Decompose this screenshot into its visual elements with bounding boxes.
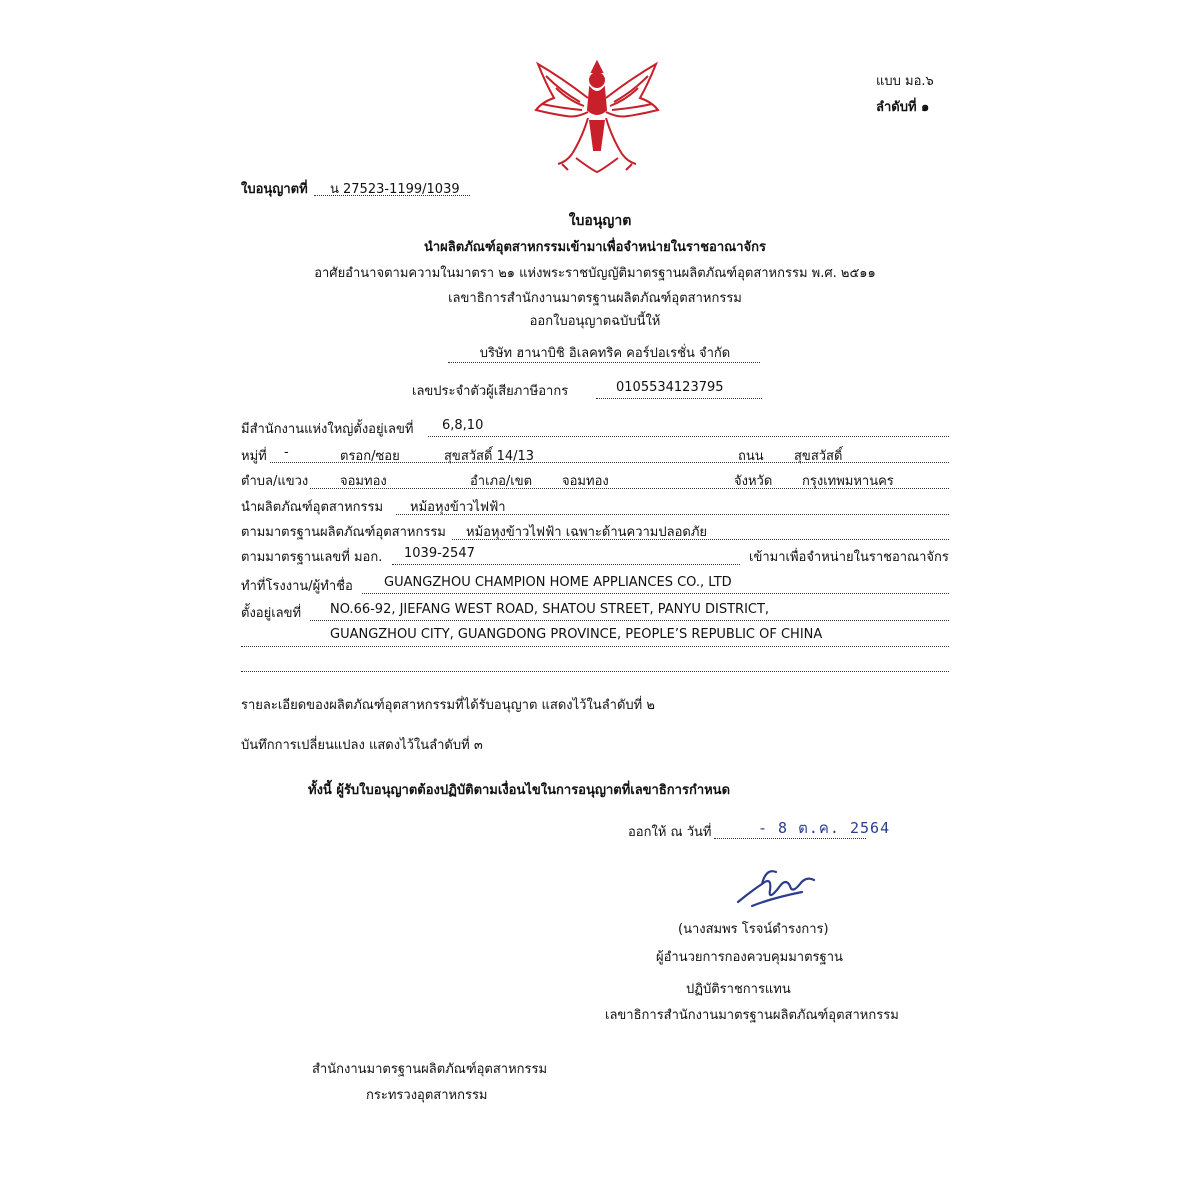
document-title: ใบอนุญาต	[568, 213, 632, 229]
license-number-value: น 27523-1199/1039	[330, 182, 460, 197]
tax-id-value: 0105534123795	[616, 380, 724, 395]
office-label: มีสำนักงานแห่งใหญ่ตั้งอยู่เลขที่	[241, 422, 414, 437]
soi-value: สุขสวัสดิ์ 14/13	[444, 449, 535, 464]
product-value: หม้อหุงข้าวไฟฟ้า	[410, 500, 506, 515]
subdistrict-district-line	[310, 488, 949, 489]
product-line	[396, 514, 949, 515]
moo-soi-road-line	[270, 462, 949, 463]
ministry-name: กระทรวงอุตสาหกรรม	[366, 1088, 488, 1103]
address-line-2	[241, 646, 949, 647]
subdistrict-value: จอมทอง	[340, 474, 387, 489]
issue-date-stamp: - 8 ต.ค. 2564	[758, 819, 891, 837]
details-note: รายละเอียดของผลิตภัณฑ์อุตสาหกรรมที่ได้รับอนุญาต แสดงไว้ในลำดับที่ ๒	[241, 698, 655, 713]
subdistrict-label: ตำบล/แขวง	[241, 474, 309, 489]
office-number: 6,8,10	[442, 418, 484, 433]
signer-position: ผู้อำนวยการกองควบคุมมาตรฐาน	[656, 950, 843, 965]
agency-name: สำนักงานมาตรฐานผลิตภัณฑ์อุตสาหกรรม	[312, 1062, 548, 1077]
import-text: เข้ามาเพื่อจำหน่ายในราชอาณาจักร	[749, 550, 949, 565]
moo-value: -	[284, 445, 289, 460]
soi-label: ตรอก/ซอย	[340, 449, 400, 464]
garuda-emblem	[532, 58, 662, 176]
tax-id-line	[596, 398, 762, 399]
document-subtitle: นำผลิตภัณฑ์อุตสาหกรรมเข้ามาเพื่อจำหน่ายในราชอาณาจักร	[424, 240, 766, 255]
address-line-3	[241, 671, 949, 672]
manufacturer-address-2: GUANGZHOU CITY, GUANGDONG PROVINCE, PEOPLE’S REPUBLIC OF CHINA	[330, 627, 823, 642]
changes-note: บันทึกการเปลี่ยนแปลง แสดงไว้ในลำดับที่ ๓	[241, 738, 483, 753]
condition-note: ทั้งนี้ ผู้รับใบอนุญาตต้องปฏิบัติตามเงื่อนไขในการอนุญาตที่เลขาธิการกำหนด	[308, 783, 731, 798]
manufacturer-address-label: ตั้งอยู่เลขที่	[241, 606, 302, 621]
district-label: อำเภอ/เขต	[470, 474, 533, 489]
standard-label: ตามมาตรฐานผลิตภัณฑ์อุตสาหกรรม	[241, 525, 446, 540]
secretary-line: เลขาธิการสำนักงานมาตรฐานผลิตภัณฑ์อุตสาหกรรม	[448, 291, 742, 306]
office-line	[428, 436, 949, 437]
product-label: นำผลิตภัณฑ์อุตสาหกรรม	[241, 500, 384, 515]
province-label: จังหวัด	[734, 474, 773, 489]
company-name: บริษัท ฮานาบิชิ อิเลคทริค คอร์ปอเรชั่น จำกัด	[479, 346, 731, 361]
signer-acting: ปฏิบัติราชการแทน	[686, 982, 791, 997]
issue-date-label: ออกให้ ณ วันที่	[628, 825, 712, 840]
manufacturer-label: ทำที่โรงงาน/ผู้ทำชื่อ	[241, 579, 353, 594]
district-value: จอมทอง	[562, 474, 609, 489]
standard-value: หม้อหุงข้าวไฟฟ้า เฉพาะด้านความปลอดภัย	[466, 525, 708, 540]
road-label: ถนน	[738, 449, 764, 464]
standard-number-line	[392, 564, 740, 565]
standard-number-label: ตามมาตรฐานเลขที่ มอก.	[241, 550, 383, 565]
form-page-number: ลำดับที่ ๑	[876, 100, 930, 115]
authority-line: อาศัยอำนาจตามความในมาตรา ๒๑ แห่งพระราชบัญญัติมาตรฐานผลิตภัณฑ์อุตสาหกรรม พ.ศ. ๒๕๑๑	[314, 266, 876, 281]
province-value: กรุงเทพมหานคร	[802, 474, 894, 489]
license-number-label: ใบอนุญาตที่	[241, 182, 308, 197]
road-value: สุขสวัสดิ์	[794, 449, 843, 464]
form-code: แบบ มอ.๖	[876, 74, 934, 89]
moo-label: หมู่ที่	[241, 449, 267, 464]
address-line-1	[310, 620, 949, 621]
standard-line	[452, 539, 949, 540]
tax-id-label: เลขประจำตัวผู้เสียภาษีอากร	[412, 384, 569, 399]
handwritten-signature	[732, 862, 818, 910]
manufacturer-line	[362, 593, 949, 594]
standard-number-value: 1039-2547	[404, 546, 475, 561]
signer-on-behalf: เลขาธิการสำนักงานมาตรฐานผลิตภัณฑ์อุตสาหกรรม	[605, 1008, 899, 1023]
signer-name: (นางสมพร โรจน์ดำรงการ)	[678, 922, 829, 937]
manufacturer-address-1: NO.66-92, JIEFANG WEST ROAD, SHATOU STREET, PANYU DISTRICT,	[330, 602, 770, 617]
manufacturer-name: GUANGZHOU CHAMPION HOME APPLIANCES CO., LTD	[384, 575, 732, 590]
issued-to-line: ออกใบอนุญาตฉบับนี้ให้	[529, 314, 661, 329]
